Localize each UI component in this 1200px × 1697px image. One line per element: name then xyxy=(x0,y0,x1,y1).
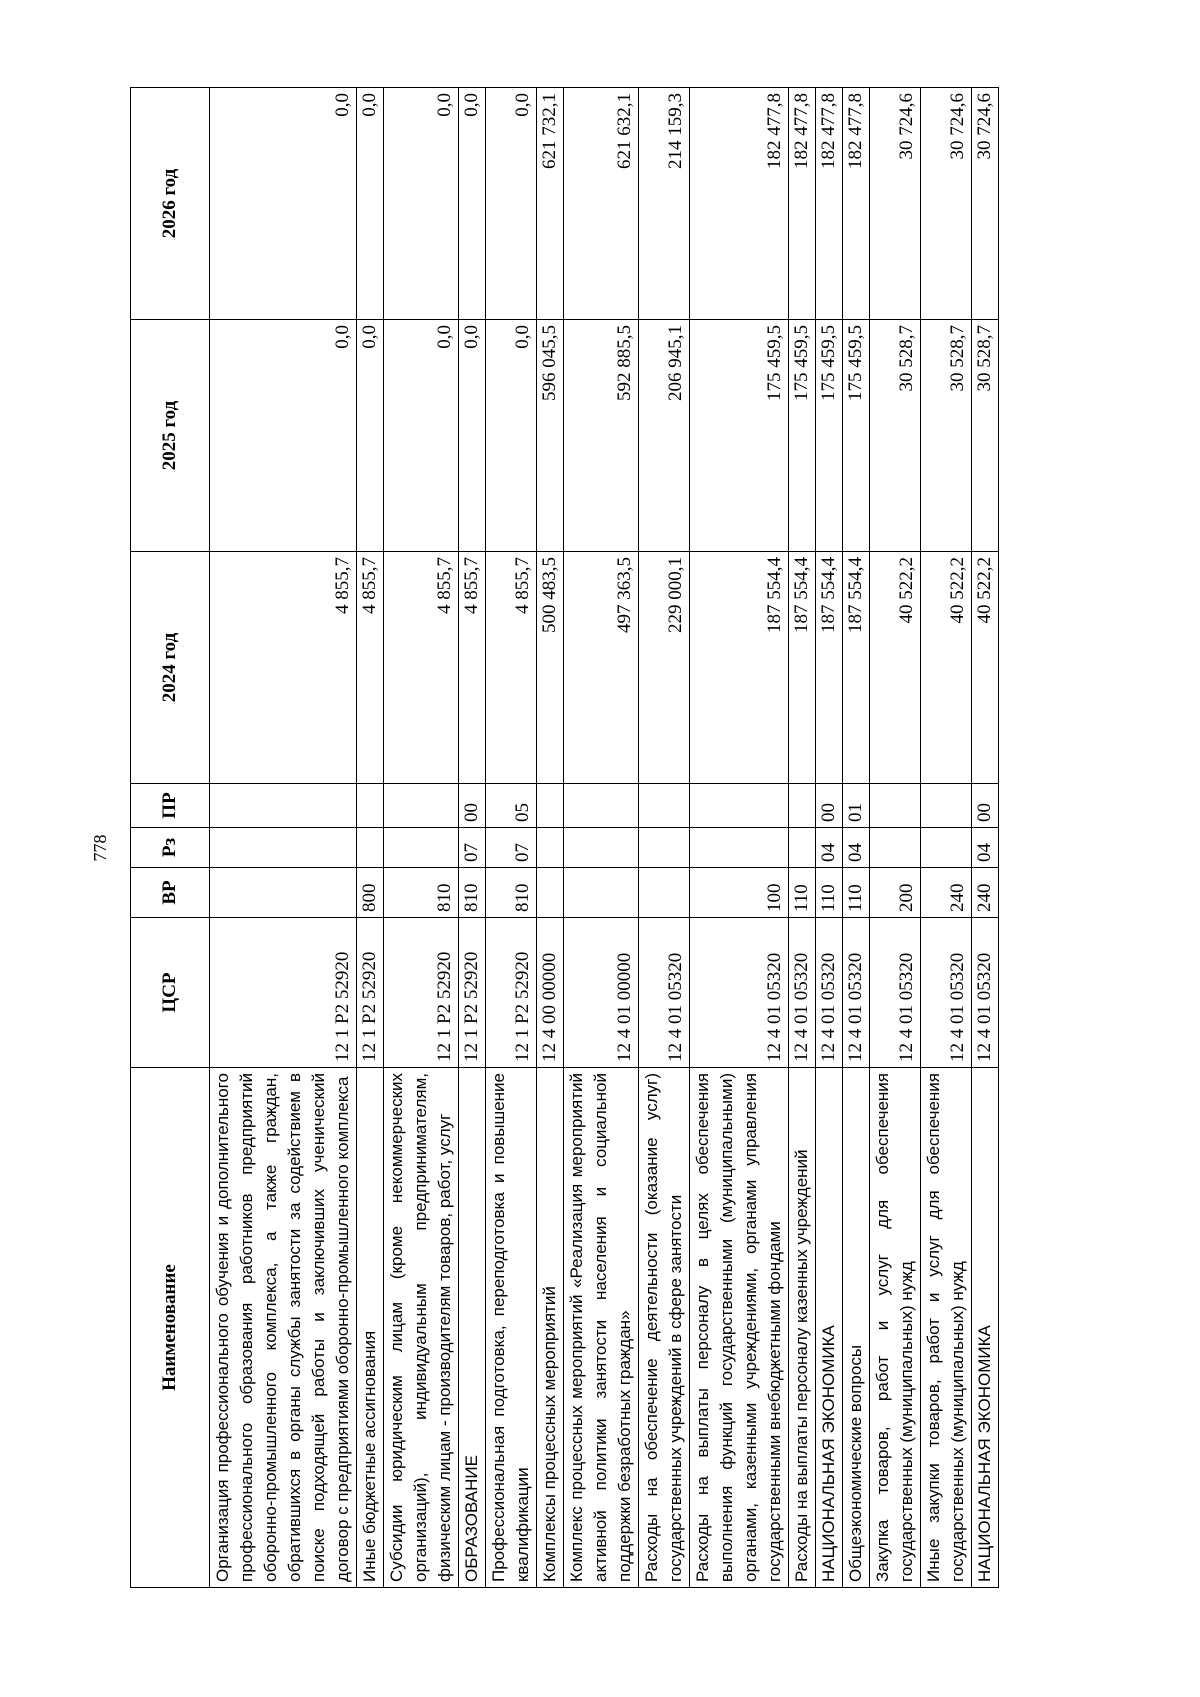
cell-rz: 04 xyxy=(816,828,843,868)
cell-name: Иные бюджетные ассигнования xyxy=(357,1068,384,1588)
cell-2024: 40 522,2 xyxy=(921,552,972,784)
cell-csr: 12 4 01 05320 xyxy=(921,918,972,1068)
cell-rz xyxy=(870,828,921,868)
cell-rz xyxy=(921,828,972,868)
table-row xyxy=(690,88,789,1588)
cell-2024: 497 363,5 xyxy=(564,552,639,784)
cell-2025: 175 459,5 xyxy=(816,320,843,552)
cell-2024: 4 855,7 xyxy=(459,552,486,784)
table-row xyxy=(357,88,384,1588)
cell-2024: 40 522,2 xyxy=(972,552,999,784)
header-name: Наименование xyxy=(131,1068,210,1588)
cell-2026: 0,0 xyxy=(459,88,486,320)
cell-2025: 30 528,7 xyxy=(870,320,921,552)
table-row xyxy=(972,88,999,1588)
cell-2024: 187 554,4 xyxy=(816,552,843,784)
cell-vr: 810 xyxy=(459,868,486,918)
header-vr: ВР xyxy=(131,868,210,918)
cell-2024: 4 855,7 xyxy=(357,552,384,784)
cell-name: Комплексы процессных мероприятий xyxy=(537,1068,564,1588)
cell-pr xyxy=(789,784,816,828)
table-row xyxy=(564,88,639,1588)
cell-vr: 810 xyxy=(384,868,459,918)
cell-rz: 04 xyxy=(972,828,999,868)
cell-csr: 12 4 01 05320 xyxy=(789,918,816,1068)
cell-2025: 0,0 xyxy=(486,320,537,552)
table-row xyxy=(210,88,357,1588)
header-pr: ПР xyxy=(131,784,210,828)
cell-pr xyxy=(384,784,459,828)
cell-2024: 500 483,5 xyxy=(537,552,564,784)
cell-2025: 0,0 xyxy=(459,320,486,552)
header-rz: Рз xyxy=(131,828,210,868)
cell-2025: 175 459,5 xyxy=(789,320,816,552)
cell-vr: 800 xyxy=(357,868,384,918)
cell-rz xyxy=(639,828,690,868)
cell-rz xyxy=(789,828,816,868)
cell-2024: 4 855,7 xyxy=(486,552,537,784)
cell-csr: 12 1 Р2 52920 xyxy=(210,918,357,1068)
cell-csr: 12 4 01 05320 xyxy=(639,918,690,1068)
cell-2026: 0,0 xyxy=(486,88,537,320)
cell-csr: 12 4 01 05320 xyxy=(972,918,999,1068)
cell-pr xyxy=(870,784,921,828)
cell-2026: 30 724,6 xyxy=(972,88,999,320)
cell-csr: 12 1 Р2 52920 xyxy=(486,918,537,1068)
cell-2025: 175 459,5 xyxy=(843,320,870,552)
budget-table xyxy=(130,87,999,1588)
cell-2026: 0,0 xyxy=(384,88,459,320)
cell-2026: 0,0 xyxy=(210,88,357,320)
cell-name: Организация профессионального обучения и дополнительного профессионального образования работников предприятий оборонно-промышленного комплекса, а также граждан, обратившихся в органы службы занятости за содействием в поиске подходящей работы и заключивших ученический договор с предприятиями оборонно-промышленного комплекса xyxy=(210,1068,357,1588)
cell-2026: 182 477,8 xyxy=(843,88,870,320)
cell-pr xyxy=(564,784,639,828)
cell-2024: 40 522,2 xyxy=(870,552,921,784)
cell-vr: 810 xyxy=(486,868,537,918)
cell-2026: 214 159,3 xyxy=(639,88,690,320)
cell-csr: 12 1 Р2 52920 xyxy=(357,918,384,1068)
cell-rz: 04 xyxy=(843,828,870,868)
cell-2024: 229 000,1 xyxy=(639,552,690,784)
cell-2026: 182 477,8 xyxy=(816,88,843,320)
cell-pr: 00 xyxy=(816,784,843,828)
cell-pr xyxy=(210,784,357,828)
cell-name: Общеэкономические вопросы xyxy=(843,1068,870,1588)
cell-rz: 07 xyxy=(459,828,486,868)
cell-vr: 240 xyxy=(921,868,972,918)
cell-vr: 110 xyxy=(816,868,843,918)
header-2025: 2025 год xyxy=(131,320,210,552)
cell-csr: 12 4 01 05320 xyxy=(816,918,843,1068)
cell-pr: 01 xyxy=(843,784,870,828)
cell-2025: 30 528,7 xyxy=(972,320,999,552)
cell-2025: 0,0 xyxy=(210,320,357,552)
cell-pr: 00 xyxy=(972,784,999,828)
cell-2025: 175 459,5 xyxy=(690,320,789,552)
cell-vr: 110 xyxy=(789,868,816,918)
cell-vr: 100 xyxy=(690,868,789,918)
cell-rz: 07 xyxy=(486,828,537,868)
cell-csr: 12 1 Р2 52920 xyxy=(384,918,459,1068)
cell-name: Закупка товаров, работ и услуг для обеспечения государственных (муниципальных) нужд xyxy=(870,1068,921,1588)
cell-pr xyxy=(357,784,384,828)
cell-rz xyxy=(564,828,639,868)
cell-2026: 30 724,6 xyxy=(921,88,972,320)
cell-name: Расходы на выплаты персоналу казенных учреждений xyxy=(789,1068,816,1588)
cell-csr: 12 4 01 00000 xyxy=(564,918,639,1068)
cell-csr: 12 4 01 05320 xyxy=(843,918,870,1068)
cell-pr xyxy=(921,784,972,828)
table-row xyxy=(459,88,486,1588)
table-row xyxy=(789,88,816,1588)
cell-pr: 00 xyxy=(459,784,486,828)
cell-2025: 0,0 xyxy=(357,320,384,552)
table-row xyxy=(639,88,690,1588)
cell-2024: 4 855,7 xyxy=(384,552,459,784)
cell-pr: 05 xyxy=(486,784,537,828)
cell-name: Иные закупки товаров, работ и услуг для обеспечения государственных (муниципальных) нужд xyxy=(921,1068,972,1588)
cell-2026: 621 732,1 xyxy=(537,88,564,320)
cell-rz xyxy=(210,828,357,868)
cell-rz xyxy=(537,828,564,868)
cell-name: НАЦИОНАЛЬНАЯ ЭКОНОМИКА xyxy=(816,1068,843,1588)
cell-2025: 30 528,7 xyxy=(921,320,972,552)
table-row xyxy=(921,88,972,1588)
cell-vr: 240 xyxy=(972,868,999,918)
cell-name: ОБРАЗОВАНИЕ xyxy=(459,1068,486,1588)
cell-2026: 182 477,8 xyxy=(690,88,789,320)
table-row xyxy=(384,88,459,1588)
cell-vr xyxy=(537,868,564,918)
cell-vr xyxy=(564,868,639,918)
cell-rz xyxy=(357,828,384,868)
cell-name: Субсидии юридическим лицам (кроме некоммерческих организаций), индивидуальным предпринимателям, физическим лицам - производителям товаров, работ, услуг xyxy=(384,1068,459,1588)
cell-2024: 187 554,4 xyxy=(690,552,789,784)
cell-2025: 0,0 xyxy=(384,320,459,552)
cell-2024: 4 855,7 xyxy=(210,552,357,784)
cell-vr xyxy=(639,868,690,918)
table-row xyxy=(537,88,564,1588)
table-body xyxy=(210,88,999,1588)
table-row xyxy=(843,88,870,1588)
cell-2024: 187 554,4 xyxy=(789,552,816,784)
cell-name: Профессиональная подготовка, переподготовка и повышение квалификации xyxy=(486,1068,537,1588)
cell-2025: 206 945,1 xyxy=(639,320,690,552)
cell-2025: 592 885,5 xyxy=(564,320,639,552)
header-csr: ЦСР xyxy=(131,918,210,1068)
cell-vr: 110 xyxy=(843,868,870,918)
table-row xyxy=(816,88,843,1588)
cell-csr: 12 4 01 05320 xyxy=(690,918,789,1068)
cell-vr: 200 xyxy=(870,868,921,918)
table-header-row xyxy=(131,88,210,1588)
cell-pr xyxy=(537,784,564,828)
header-2024: 2024 год xyxy=(131,552,210,784)
cell-2026: 182 477,8 xyxy=(789,88,816,320)
cell-2024: 187 554,4 xyxy=(843,552,870,784)
table-row xyxy=(870,88,921,1588)
cell-2026: 621 632,1 xyxy=(564,88,639,320)
cell-name: Комплекс процессных мероприятий «Реализация мероприятий активной политики занятости населения и социальной поддержки безработных граждан» xyxy=(564,1068,639,1588)
cell-csr: 12 4 00 00000 xyxy=(537,918,564,1068)
cell-name: НАЦИОНАЛЬНАЯ ЭКОНОМИКА xyxy=(972,1068,999,1588)
cell-name: Расходы на обеспечение деятельности (оказание услуг) государственных учреждений в сфере занятости xyxy=(639,1068,690,1588)
cell-2026: 30 724,6 xyxy=(870,88,921,320)
cell-rz xyxy=(690,828,789,868)
cell-2025: 596 045,5 xyxy=(537,320,564,552)
cell-pr xyxy=(690,784,789,828)
budget-table-rotated xyxy=(130,88,1180,1588)
cell-vr xyxy=(210,868,357,918)
cell-rz xyxy=(384,828,459,868)
cell-csr: 12 4 01 05320 xyxy=(870,918,921,1068)
page-number: 778 xyxy=(90,834,110,862)
cell-csr: 12 1 Р2 52920 xyxy=(459,918,486,1068)
cell-name: Расходы на выплаты персоналу в целях обеспечения выполнения функций государственными (муниципальными) органами, казенными учреждениями, органами управления государственными внебюджетными фондами xyxy=(690,1068,789,1588)
table-row xyxy=(486,88,537,1588)
cell-2026: 0,0 xyxy=(357,88,384,320)
header-2026: 2026 год xyxy=(131,88,210,320)
cell-pr xyxy=(639,784,690,828)
